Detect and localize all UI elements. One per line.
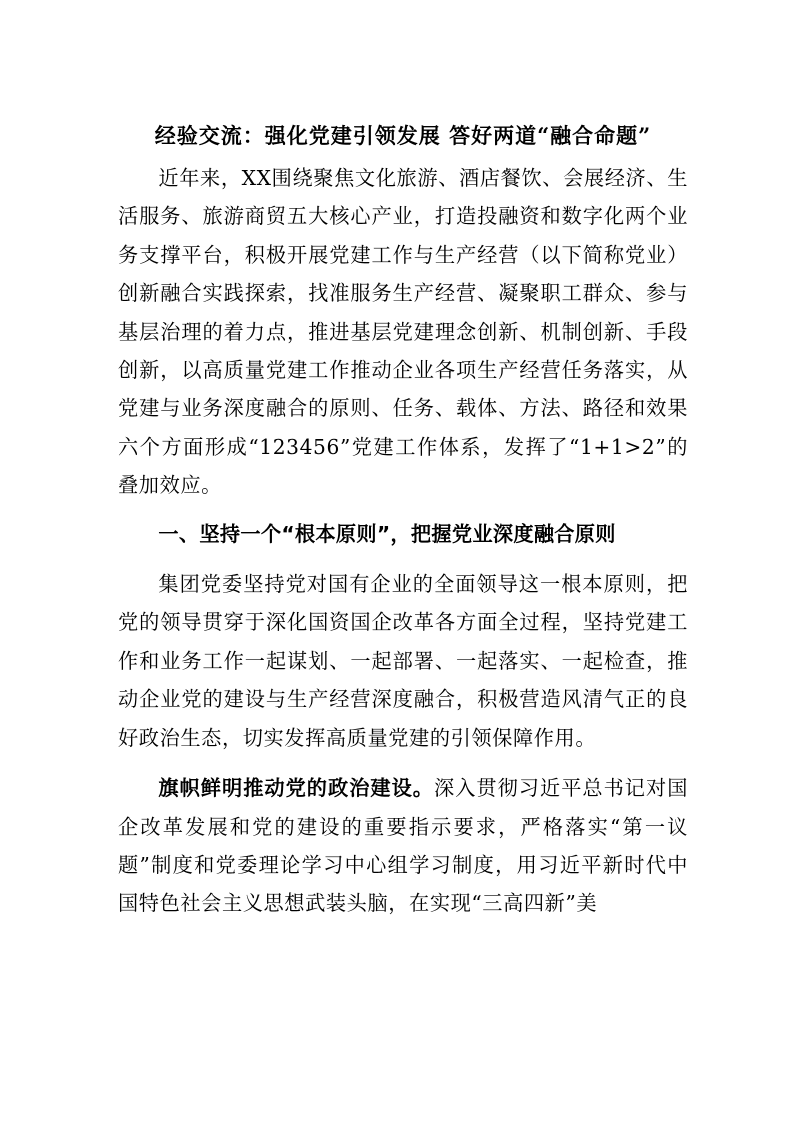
subsection-lead: 旗帜鲜明推动党的政治建设。 (158, 776, 434, 801)
intro-paragraph: 近年来，XX围绕聚焦文化旅游、酒店餐饮、会展经济、生活服务、旅游商贸五大核心产业，打造投融资和数字化两个业务支撑平台，积极开展党建工作与生产经营（以下简称党业）创新融合实践探索，找准服务生产经营、凝聚职工群众、参与基层治理的着力点，推进基层党建理念创新、机制创新、手段创新，以高质量党建工作推动企业各项生产经营任务落实，从党建与业务深度融合的原则、任务、载体、方法、路径和效果六个方面形成“123456”党建工作体系，发挥了“1+1>2”的叠加效应。 (118, 166, 688, 498)
subsection-body: 深入贯彻习近平总书记对国企改革发展和党的建设的重要指示要求，严格落实“第一议题”制度和党委理论学习中心组学习制度，用习近平新时代中国特色社会主义思想武装头脑，在实现“三高四新”美 (118, 776, 688, 916)
section-1-paragraph: 集团党委坚持党对国有企业的全面领导这一根本原则，把党的领导贯穿于深化国资国企改革各方面全过程，坚持党建工作和业务工作一起谋划、一起部署、一起落实、一起检查，推动企业党的建设与生产经营深度融合，积极营造风清气正的良好政治生态，切实发挥高质量党建的引领保障作用。 (118, 572, 688, 750)
section-heading-1: 一、坚持一个“根本原则”，把握党业深度融合原则 (158, 521, 616, 546)
document-body (118, 118, 688, 923)
subsection-paragraph (118, 769, 688, 923)
document-title: 经验交流：强化党建引领发展 答好两道“融合命题” (154, 123, 652, 148)
